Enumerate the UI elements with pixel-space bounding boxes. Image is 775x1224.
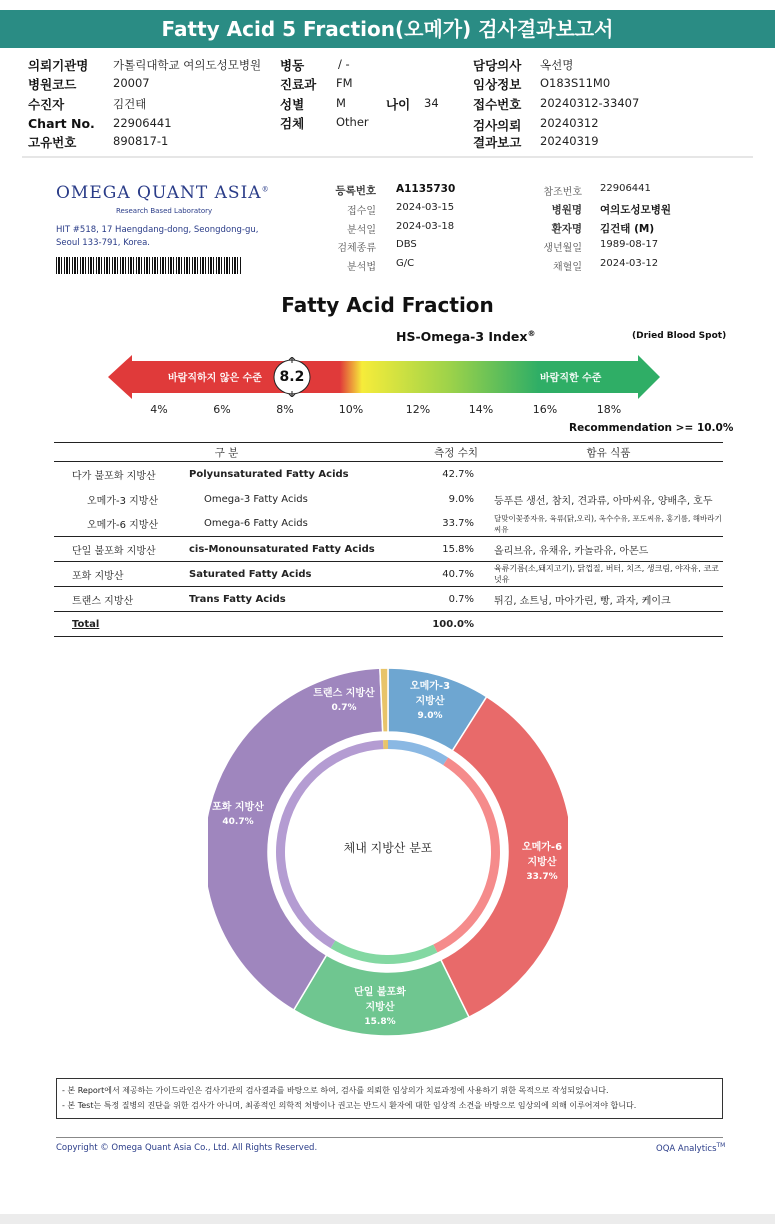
- patient-label: 수진자: [28, 97, 65, 112]
- row-value: 33.7%: [442, 518, 474, 530]
- method-value: G/C: [396, 258, 415, 269]
- row-name-ko: 단일 불포화 지방산: [54, 537, 189, 562]
- method-label: 분석법: [347, 262, 376, 273]
- total-label: Total: [54, 612, 189, 637]
- patient-name-value: 김건태 (M): [600, 223, 655, 235]
- collected-label: 채혈일: [553, 262, 582, 273]
- receipt-value: 20240312-33407: [540, 96, 640, 110]
- hospital-value: 여의도성모병원: [600, 204, 672, 216]
- birth-label: 생년월일: [543, 243, 582, 254]
- lab-address-line1: HIT #518, 17 Haengdang-dong, Seongdong-gu,: [56, 225, 259, 235]
- department-value: FM: [336, 76, 353, 90]
- footer-brand: [656, 1142, 725, 1154]
- segment-label-mono: [335, 985, 425, 1030]
- total-value: 100.0%: [399, 612, 494, 637]
- row-name-en: Saturated Fatty Acids: [189, 562, 399, 587]
- tick-label: 4%: [150, 403, 168, 416]
- patient-value: 김건태: [113, 97, 147, 111]
- barcode: [56, 257, 241, 274]
- row-foods: [494, 462, 723, 487]
- donut-center-label: 체내 지방산 분포: [343, 841, 433, 855]
- lab-logo: [56, 183, 270, 203]
- request-value: 20240312: [540, 116, 599, 130]
- unique-no-value: 890817-1: [113, 134, 169, 148]
- footer-divider: [56, 1137, 723, 1138]
- segment-pct: 33.7%: [526, 872, 558, 882]
- segment-label-line1: 포화 지방산: [212, 802, 264, 813]
- table-header: [54, 443, 723, 462]
- table-row: [54, 512, 723, 537]
- index-marker: [272, 357, 312, 397]
- analyzed-value: 2024-03-18: [396, 221, 455, 232]
- unique-no-label: 고유번호: [28, 135, 77, 150]
- tick-label: 16%: [532, 403, 558, 416]
- institution-label: 의뢰기관명: [28, 58, 89, 73]
- page-bottom-band: [0, 1214, 775, 1224]
- ref-no-value: 22906441: [600, 183, 651, 194]
- report-date-label: 결과보고: [473, 135, 522, 150]
- segment-label-saturated: [203, 800, 273, 830]
- lab-logo-text: OMEGA QUANT ASIA: [56, 183, 262, 203]
- clinical-value: O183S11M0: [540, 76, 611, 90]
- specimen-label: 검체: [280, 116, 305, 131]
- row-name-en: Omega-6 Fatty Acids: [204, 518, 308, 530]
- segment-label-line1: 오메가-3: [409, 681, 451, 692]
- footer-brand-mark: TM: [716, 1142, 726, 1149]
- collected-value: 2024-03-12: [600, 258, 659, 269]
- clinical-label: 임상정보: [473, 77, 522, 92]
- row-name-en: Polyunsaturated Fatty Acids: [189, 468, 349, 480]
- segment-label-line2: 지방산: [415, 696, 445, 707]
- report-title: Fatty Acid 5 Fraction(오메가) 검사결과보고서: [0, 10, 775, 48]
- row-value: 42.7%: [442, 468, 474, 480]
- fatty-acid-table: [54, 442, 723, 637]
- table-total-row: [54, 612, 723, 637]
- col-category: 구 분: [54, 443, 399, 462]
- received-label: 접수일: [347, 206, 376, 217]
- segment-label-trans: [303, 686, 385, 716]
- ward-value: / -: [338, 57, 350, 71]
- index-name-text: HS-Omega-3 Index: [396, 329, 528, 345]
- undesirable-label: 바람직하지 않은 수준: [168, 373, 262, 384]
- copyright: Copyright © Omega Quant Asia Co., Ltd. All Rights Reserved.: [56, 1143, 318, 1153]
- row-foods: 달맞이꽃종자유, 육류(닭,오리), 옥수수유, 포도씨유, 홍기름, 해바라기씨유: [494, 513, 722, 534]
- row-foods: 올리브유, 유채유, 카놀라유, 아몬드: [494, 537, 723, 562]
- age-value: 34: [424, 96, 439, 110]
- row-name-ko: 트랜스 지방산: [54, 587, 189, 612]
- tick-label: 14%: [468, 403, 494, 416]
- row-foods: 튀김, 쇼트닝, 마아가린, 빵, 과자, 케이크: [494, 587, 723, 612]
- table-row: [54, 587, 723, 612]
- department-label: 진료과: [280, 77, 317, 92]
- note-line: - 본 Report에서 제공하는 가이드라인은 검사기관의 검사결과를 바탕으로 하여, 검사를 의뢰한 임상의가 치료과정에 사용하기 위한 목적으로 작성되었습니다.: [62, 1086, 609, 1095]
- segment-label-line2: 지방산: [527, 857, 557, 868]
- segment-label-omega6: [512, 840, 572, 885]
- segment-label-line1: 단일 불포화: [354, 987, 406, 998]
- hospital-code-label: 병원코드: [28, 77, 77, 92]
- chart-no-label: Chart No.: [28, 116, 95, 131]
- specimen-value: Other: [336, 115, 369, 129]
- section-title: Fatty Acid Fraction: [281, 293, 494, 317]
- sample-type-label: 검체종류: [337, 243, 376, 254]
- row-value: 15.8%: [399, 537, 494, 562]
- ward-label: 병동: [280, 58, 305, 73]
- institution-value: 가톨릭대학교 여의도성모병원: [113, 58, 262, 72]
- tick-label: 12%: [405, 403, 431, 416]
- note-line: - 본 Test는 특정 질병의 진단을 위한 검사가 아니며, 최종적인 의학적 처방이나 권고는 반드시 환자에 대한 임상적 소견을 바탕으로 임상의에 의해 이루어져야 합니다.: [62, 1101, 637, 1110]
- sample-note: (Dried Blood Spot): [632, 331, 727, 341]
- row-value: 0.7%: [399, 587, 494, 612]
- segment-pct: 9.0%: [417, 711, 443, 721]
- segment-pct: 40.7%: [222, 817, 254, 827]
- doctor-value: 옥선명: [540, 58, 574, 72]
- ref-no-label: 참조번호: [543, 187, 582, 198]
- table-row: [54, 462, 723, 487]
- reg-no-label: 등록번호: [335, 185, 376, 197]
- table-row: [54, 537, 723, 562]
- row-name-en: cis-Monounsaturated Fatty Acids: [189, 537, 399, 562]
- tick-label: 10%: [338, 403, 364, 416]
- index-value: 8.2: [279, 369, 305, 385]
- donut-inner-ring-trans: [383, 740, 388, 749]
- footer-brand-text: OQA Analytics: [656, 1143, 717, 1154]
- lab-address-line2: Seoul 133-791, Korea.: [56, 238, 150, 248]
- segment-pct: 15.8%: [364, 1017, 396, 1027]
- row-value: 40.7%: [399, 562, 494, 587]
- row-name-ko: 다가 불포화 지방산: [72, 470, 156, 482]
- segment-label-omega3: [400, 679, 460, 724]
- hospital-code-value: 20007: [113, 76, 150, 90]
- lab-tagline: Research Based Laboratory: [116, 207, 213, 215]
- segment-label-line1: 오메가-6: [521, 842, 563, 853]
- report-date-value: 20240319: [540, 134, 599, 148]
- tick-label: 8%: [276, 403, 294, 416]
- chart-no-value: 22906441: [113, 116, 172, 130]
- reg-no-value: A1135730: [396, 183, 456, 195]
- age-label: 나이: [386, 97, 411, 112]
- hospital-label: 병원명: [551, 204, 582, 216]
- row-foods: 등푸른 생선, 참치, 견과류, 아마씨유, 양배추, 호두: [494, 495, 713, 507]
- received-value: 2024-03-15: [396, 202, 455, 213]
- col-value: 측정 수치: [399, 443, 494, 462]
- segment-pct: 0.7%: [331, 703, 357, 713]
- notes-box: [56, 1078, 723, 1119]
- index-name-mark: ®: [527, 329, 536, 338]
- donut-inner-ring-mono: [331, 940, 438, 964]
- sex-value: M: [336, 96, 346, 110]
- index-name: [396, 329, 535, 344]
- doctor-label: 담당의사: [473, 58, 522, 73]
- row-value: 9.0%: [448, 493, 474, 505]
- segment-label-line2: 지방산: [365, 1002, 395, 1013]
- row-name-ko: 포화 지방산: [54, 562, 189, 587]
- desirable-label: 바람직한 수준: [540, 373, 602, 384]
- recommendation: Recommendation >= 10.0%: [569, 422, 734, 434]
- patient-name-label: 환자명: [551, 223, 582, 235]
- row-name-ko: 오메가-6 지방산: [87, 520, 159, 532]
- row-foods: 육류기름(소,돼지고기), 닭껍질, 버터, 치즈, 생크림, 야자유, 코코넛유: [494, 562, 723, 587]
- segment-label-line1: 트랜스 지방산: [313, 688, 375, 699]
- lab-logo-mark: ®: [261, 185, 270, 194]
- header-divider: [22, 156, 753, 158]
- request-label: 검사의뢰: [473, 118, 522, 133]
- table-row: [54, 562, 723, 587]
- tick-label: 6%: [213, 403, 231, 416]
- table-row: [54, 487, 723, 512]
- analyzed-label: 분석일: [347, 225, 376, 236]
- tick-label: 18%: [596, 403, 622, 416]
- row-name-en: Omega-3 Fatty Acids: [204, 493, 308, 505]
- birth-value: 1989-08-17: [600, 239, 659, 250]
- sex-label: 성별: [280, 97, 305, 112]
- receipt-label: 접수번호: [473, 97, 522, 112]
- sample-type-value: DBS: [396, 239, 417, 250]
- row-name-ko: 오메가-3 지방산: [87, 495, 159, 507]
- row-name-en: Trans Fatty Acids: [189, 587, 399, 612]
- col-foods: 함유 식품: [494, 443, 723, 462]
